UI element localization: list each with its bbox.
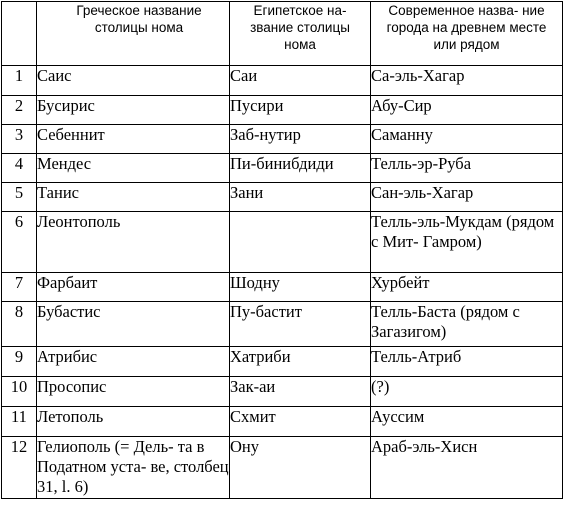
row-number: 9: [2, 347, 37, 377]
modern-name-cell: Сан-эль-Хагар: [371, 183, 563, 212]
modern-name-cell: Саманну: [371, 125, 563, 154]
row-number: 2: [2, 96, 37, 125]
greek-name-cell: Бубастис: [37, 302, 230, 347]
greek-name-cell: Летополь: [37, 407, 230, 437]
row-number: 3: [2, 125, 37, 154]
egyptian-name-cell: Шодну: [230, 273, 371, 302]
egyptian-name-cell: Схмит: [230, 407, 371, 437]
row-number: 5: [2, 183, 37, 212]
row-number: 12: [2, 437, 37, 499]
modern-name-cell: Телль-эль-Мукдам (рядом с Мит- Гамром): [371, 212, 563, 273]
egyptian-name-cell: Зак-аи: [230, 377, 371, 407]
header-number: [2, 2, 37, 66]
egyptian-name-cell: Зани: [230, 183, 371, 212]
greek-name-cell: Фарбаит: [37, 273, 230, 302]
egyptian-name-cell: Заб-нутир: [230, 125, 371, 154]
greek-name-cell: Леонтополь: [37, 212, 230, 273]
table-row: [2, 154, 563, 183]
modern-name-cell: Аусcим: [371, 407, 563, 437]
greek-name-cell: Себеннит: [37, 125, 230, 154]
modern-name-cell: Телль-Баста (рядом с Загазигом): [371, 302, 563, 347]
row-number: 11: [2, 407, 37, 437]
modern-name-cell: Хурбейт: [371, 273, 563, 302]
egyptian-name-cell: [230, 212, 371, 273]
row-number: 8: [2, 302, 37, 347]
table-row: [2, 212, 563, 273]
table-row: [2, 347, 563, 377]
modern-name-cell: Араб-эль-Хисн: [371, 437, 563, 499]
egyptian-name-cell: Пусири: [230, 96, 371, 125]
row-number: 10: [2, 377, 37, 407]
greek-name-cell: Бусирис: [37, 96, 230, 125]
egyptian-name-cell: Пу-бастит: [230, 302, 371, 347]
table-row: [2, 407, 563, 437]
greek-name-cell: Гелиополь (= Дель- та в Податном уста- ве, столбец 31, l. 6): [37, 437, 230, 499]
table-row: [2, 66, 563, 96]
table-row: [2, 183, 563, 212]
modern-name-cell: Телль-эр-Руба: [371, 154, 563, 183]
modern-name-cell: (?): [371, 377, 563, 407]
header-greek-name: Греческое название столицы нома: [37, 2, 230, 66]
greek-name-cell: Просопис: [37, 377, 230, 407]
egyptian-name-cell: Ону: [230, 437, 371, 499]
header-egyptian-name: Египетское на- звание столицы нома: [230, 2, 371, 66]
egyptian-name-cell: Саи: [230, 66, 371, 96]
row-number: 4: [2, 154, 37, 183]
header-modern-name: Современное назва- ние города на древнем месте или рядом: [371, 2, 563, 66]
row-number: 7: [2, 273, 37, 302]
greek-name-cell: Атрибис: [37, 347, 230, 377]
table-row: [2, 377, 563, 407]
table-header-row: [2, 2, 563, 66]
nome-capitals-table: [1, 1, 563, 499]
egyptian-name-cell: Хатриби: [230, 347, 371, 377]
table-row: [2, 125, 563, 154]
table-row: [2, 96, 563, 125]
modern-name-cell: Са-эль-Хагар: [371, 66, 563, 96]
modern-name-cell: Телль-Атриб: [371, 347, 563, 377]
table-row: [2, 437, 563, 499]
modern-name-cell: Абу-Сир: [371, 96, 563, 125]
greek-name-cell: Танис: [37, 183, 230, 212]
row-number: 6: [2, 212, 37, 273]
row-number: 1: [2, 66, 37, 96]
egyptian-name-cell: Пи-бинибдиди: [230, 154, 371, 183]
table-row: [2, 273, 563, 302]
greek-name-cell: Мендес: [37, 154, 230, 183]
table-row: [2, 302, 563, 347]
greek-name-cell: Саис: [37, 66, 230, 96]
